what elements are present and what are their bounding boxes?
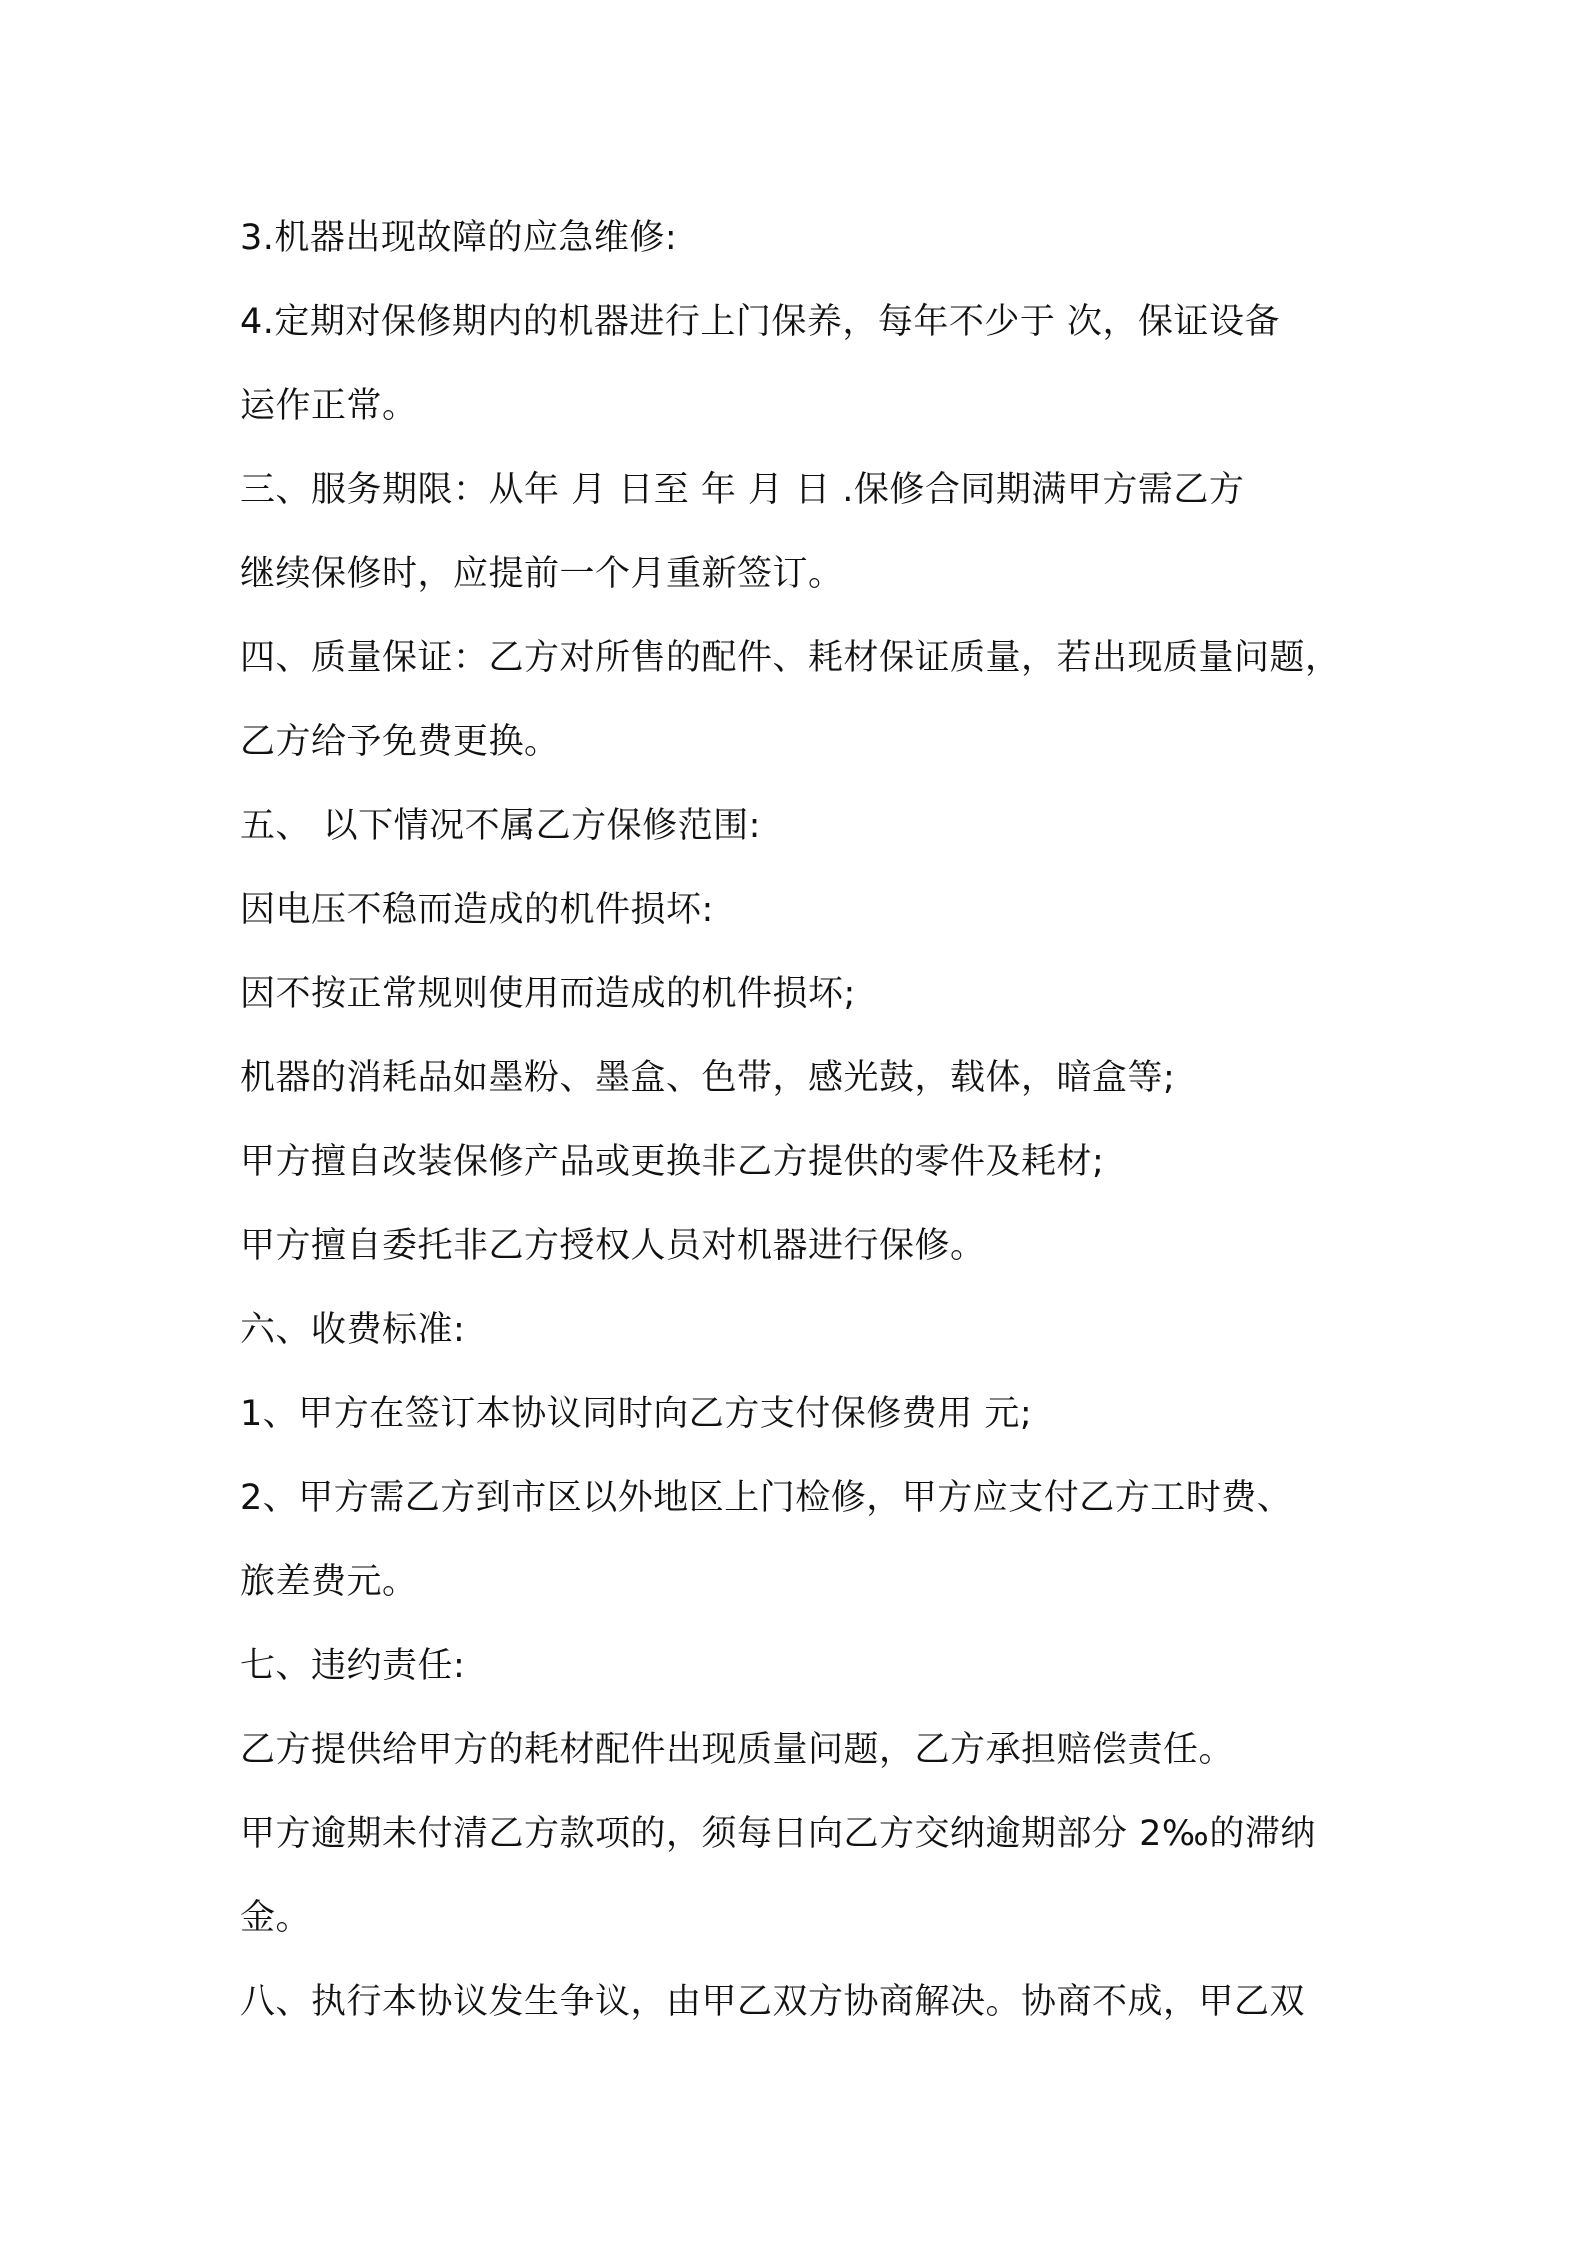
text-line-fees-heading: 六、收费标准: <box>240 1310 466 1350</box>
text-line-dispute: 八、执行本协议发生争议，由甲乙双方协商解决。协商不成，甲乙双 <box>240 1982 1306 2022</box>
text-line-emergency-repair: 3.机器出现故障的应急维修: <box>240 218 678 258</box>
text-line-exclusion-consumables: 机器的消耗品如墨粉、墨盒、色带，感光鼓，载体，暗盒等; <box>240 1058 1176 1098</box>
text-line-liability-late-payment: 甲方逾期未付清乙方款项的，须每日向乙方交纳逾期部分 2‰的滞纳 <box>240 1814 1316 1854</box>
text-line-exclusion-misuse: 因不按正常规则使用而造成的机件损坏; <box>240 974 856 1014</box>
text-line-fee-2: 2、甲方需乙方到市区以外地区上门检修，甲方应支付乙方工时费、 <box>240 1478 1293 1518</box>
text-line-liability-late-payment-cont: 金。 <box>240 1898 312 1938</box>
text-line-quality-guarantee: 四、质量保证：乙方对所售的配件、耗材保证质量，若出现质量问题， <box>240 638 1341 678</box>
text-line-maintenance: 4.定期对保修期内的机器进行上门保养，每年不少于 次，保证设备 <box>240 302 1281 342</box>
text-line-fee-2-cont: 旅差费元。 <box>240 1562 418 1602</box>
document-body <box>240 196 1370 2044</box>
text-line-liability-quality: 乙方提供给甲方的耗材配件出现质量问题，乙方承担赔偿责任。 <box>240 1730 1235 1770</box>
text-line-quality-guarantee-cont: 乙方给予免费更换。 <box>240 722 560 762</box>
text-line-service-period: 三、服务期限：从年 月 日至 年 月 日 .保修合同期满甲方需乙方 <box>240 470 1245 510</box>
text-line-liability-heading: 七、违约责任: <box>240 1646 466 1686</box>
text-line-service-period-cont: 继续保修时，应提前一个月重新签订。 <box>240 554 844 594</box>
text-line-maintenance-cont: 运作正常。 <box>240 386 418 426</box>
text-line-exclusion-voltage: 因电压不稳而造成的机件损坏: <box>240 890 714 930</box>
text-line-fee-1: 1、甲方在签订本协议同时向乙方支付保修费用 元; <box>240 1394 1033 1434</box>
text-line-exclusions-heading: 五、 以下情况不属乙方保修范围: <box>240 806 761 846</box>
text-line-exclusion-third-party: 甲方擅自委托非乙方授权人员对机器进行保修。 <box>240 1226 986 1266</box>
text-line-exclusion-modification: 甲方擅自改装保修产品或更换非乙方提供的零件及耗材; <box>240 1142 1105 1182</box>
